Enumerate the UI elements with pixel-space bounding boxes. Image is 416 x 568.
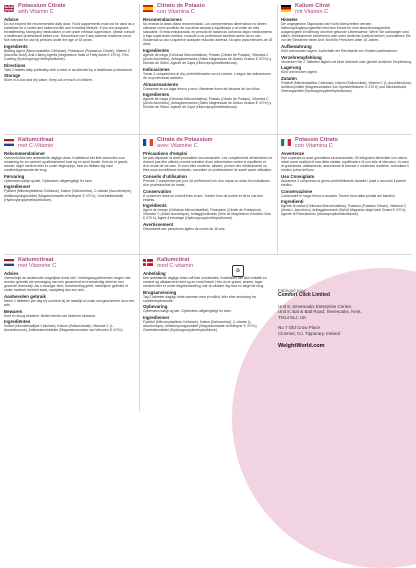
manufacturer-address-line: Unit 8, Sevenoaks Enterprise Centre, <box>278 303 353 309</box>
product-title: Kaliumcitraat met Vitamine C <box>18 257 57 269</box>
section-heading: Ingredienti <box>281 199 304 205</box>
flag-nl-icon <box>4 137 14 146</box>
flag-de-icon <box>281 3 291 12</box>
section-text: Tag 2 tabletter dagligt, helst sammen med et måltid, eller efter anvisning fra sundhedspersonale. <box>143 294 256 303</box>
section-text: Conservare in luogo fresco e asciutto. Tenere fuori dalla portata dei bambini. <box>281 193 396 198</box>
section-es <box>139 0 277 134</box>
section-text: Conservar en un lugar fresco y seco. Mantener fuera del alcance de los niños. <box>143 86 261 91</box>
section-text: Store in a cool and dry place. Keep out of reach of children. <box>4 78 94 83</box>
section-text: Déconseillé aux personnes âgées de moins de 18 ans. <box>143 227 226 232</box>
section-text: Vulstof (Microkristallijne Cellulose), Kalium (Kaliumcitraat), Vitamine C (L-Ascorbinezuur), Antiklontermiddelen (Magnesiumzouten van Vetzuren E 470 b). <box>4 324 124 333</box>
section-text: Ne pas dépasser la dose journalière recommandée. Les compléments alimentaires ne doivent pas être utilisés comme substitut d'une alimentation variée et équilibrée et d'un mode de vie sain. Si vous êtes enceinte, allaitez, prenez des médicaments ou êtes sous surveillance médicale, consultez un professionnel de santé avant utilisation. <box>143 156 273 173</box>
section-heading: Conservazione <box>281 188 313 194</box>
section-text: Verzehren Sie 2 Tabletten täglich mit einer Mahlzeit oder gemäß ärztlicher Empfehlung. <box>281 59 412 64</box>
section-header <box>281 3 412 15</box>
section-heading: Rekommendationer <box>4 151 45 156</box>
section-text: Non superare la dose giornaliera raccomandata. Gli integratori alimentari non vanno intesi come sostituti di una dieta variata, equilibrata e di uno stile di vita sano. In caso di gravidanza, allattamento, assunzione di farmaci o condizioni mediche, consultare il medico prima dell'uso. <box>281 156 409 173</box>
section-text: Do not exceed the recommended daily dose. Food supplements must not be used as a substitute for a varied and balanced diet and a healthy lifestyle. If you are pregnant, breastfeeding, taking any medications or are under medical supervision, please consult a healthcare professional before use. Discontinue use if any adverse reactions occur. Not intended for use by persons under the age of 18 years. <box>4 22 135 43</box>
section-heading: Hinweis <box>281 17 298 22</box>
section-heading: Recomendaciones <box>143 17 182 22</box>
section-heading: Conseils d'utilisation <box>143 173 187 179</box>
section-heading: Almacenamiento <box>143 81 179 87</box>
website-link[interactable]: WeightWorld.com <box>278 342 325 349</box>
section-heading: Avvertenze <box>281 151 305 156</box>
section-heading: Brugsanvisning <box>143 289 177 295</box>
product-title: Citrato de Potasio con Vitamina C <box>157 3 205 15</box>
section-text: Den anbefalede daglige dosis må ikke overskrides. Kosttilskud bør ikke erstatte en varieret og afbalanceret kost og en sund livsstil. Hvis du er gravid, ammer, tager medicin eller er under lægebehandling, bør du rådføre dig med en læge før brug. <box>143 276 267 289</box>
section-en <box>0 0 139 134</box>
section-header <box>143 3 273 15</box>
section-header <box>4 3 135 15</box>
section-heading: Avertissement <box>143 222 174 228</box>
manufacturer-name: Comfort Click Limited <box>278 292 330 298</box>
section-text: Fyldstof (Mikrokrystallinsk Cellulose), Kalium (Kaliumcitrat), C-vitamin (L-ascorbinsyre), Antiklumpningsmiddel (Magnesiumsalte af fedtsyrer E 470 b), Overtræksmiddel (Hydroxypropylmethylcellulose). <box>143 320 258 333</box>
section-text: Take 2 tablets daily preferably with a meal or as directed by a healthcare professional. <box>4 67 133 72</box>
section-heading: Ingrediënten <box>4 319 31 325</box>
flag-dk-icon <box>143 257 153 266</box>
section-text: Overskrid ikke den anbefalede daglige dosis. Kosttilskud bør ikke anvendes som erstatning for en varieret og afbalanceret kost og en sund livsstil. Hvis du er gravid, ammer, tager medicin eller er under lægeopsyn, skal du rådføre dig med sundhedspersonale før brug. <box>4 156 129 173</box>
section-heading: Verzehrempfehlung <box>281 54 322 60</box>
section-text: Kühl und trocken lagern. <box>281 70 318 75</box>
section-heading: Directions <box>4 62 26 68</box>
section-heading: Ingredients <box>4 43 28 49</box>
section-text: Tomar 2 comprimidos al día, preferiblemente con la comida, o según las indicaciones de un profesional sanitario. <box>143 71 271 80</box>
section-heading: Advice <box>4 17 19 22</box>
section-heading: Conservation <box>143 188 172 194</box>
section-nl2 <box>0 254 139 416</box>
section-text: Koel en droog bewaren. Buiten bereik van kinderen bewaren. <box>4 313 96 318</box>
section-text: Bulking Agent (Microcrystalline Cellulose), Potassium (Potassium Citrate), Vitamin C (Ascorbic Acid), Anti-Caking Agents (Magnesium Salts of Fatty Acids E 470 b), Film Coating (Hydroxypropyl Methylcellulose). <box>4 48 131 62</box>
section-text: Füllstoff (Mikrokristalline Cellulose), Kalium (Kaliumcitrat), Vitamin C (L-Ascorbinsäure), Antiklumpmittel (Magnesiumsalze von Speisefettsäuren E 470 b) und Siliciumdioxid, Überzugsmittel (Hydroxypropylmethylcellulose). <box>281 80 412 93</box>
section-text: À conserver dans un endroit frais et sec. Garder hors de portée et de la vue des enfants. <box>143 193 263 202</box>
product-title: Kalium Citrat mit Vitamin C <box>295 3 330 15</box>
flag-fr-icon <box>143 137 153 146</box>
product-title: Potassio Citrato con Vitamina C <box>295 137 338 149</box>
product-title: Kaliumcitraat met C-Vitamin <box>18 137 54 149</box>
section-text: No exceda la dosis diaria recomendada. Los complementos alimenticios no deben utilizarse como sustituto de una dieta variada y equilibrada y un estilo de vida saludable. Si está embarazada, en periodo de lactancia, tomando algún medicamento o bajo supervisión médica, consulte a un profesional sanitario antes de su uso. Suspenda su uso si aparece cualquier reacción adversa. No apto para menores de 18 años. <box>143 22 273 47</box>
recycle-icon: ♻ <box>232 265 244 277</box>
flag-nl-icon <box>4 257 14 266</box>
section-heading: Ingrédients <box>143 203 167 209</box>
section-text: Die angegebene Tagesdosis darf nicht überschritten werden. Nahrungsergänzungsmittel sind kein Ersatz für eine abwechslungsreiche, ausgewogene Ernährung und eine gesunde Lebensweise. Wenn Sie schwanger sind, stillen, Medikamente einnehmen oder unter ärztlicher Aufsicht stehen, konsultieren Sie vor der Einnahme einen Arzt. Nicht für Personen unter 18 Jahren. <box>281 22 411 43</box>
section-heading: Aufbewahrung <box>281 43 312 49</box>
section-header <box>143 257 273 269</box>
product-title: Citrate de Potassium avec Vitamine C <box>157 137 213 149</box>
flag-es-icon <box>143 3 153 12</box>
section-heading: Bewaren <box>4 308 23 314</box>
manufacturer-address-line: Unit 8, Bat & Ball Road, Sevenoaks, Kent, <box>278 309 362 315</box>
section-text: Agente di carica (Cellulosa Microcristallina), Potassio (Potassio Citrato), Vitamina C (Acido L-Ascorbico), Antiagglomeranti (Sali di Magnesio degli Acidi Grassi E 470 b), Agente di Rivestimento (Idrossipropilmetilcellulosa). <box>281 204 407 217</box>
section-header <box>4 257 135 269</box>
section-heading: Ingredienser <box>4 184 31 190</box>
section-it <box>277 134 416 254</box>
manufacturer-address-line: Clonmel, Co. Tipperary, Ireland <box>278 330 340 336</box>
section-heading: Ingredientes <box>143 92 170 98</box>
section-text: Agente de carga (Celulosa Microcristalina), Potasio (Citrato de Potasio), Vitamina C (Ácido Ascórbico), Antiaglomerantes (Sales Magnésicas de Ácidos Grasos E 470 b) y Dióxido de Silicio, Agente de Capa (Hidroxipropilmetilcelulosa). <box>143 97 272 110</box>
section-heading: Advies <box>4 271 19 276</box>
section-heading: Storage <box>4 73 21 79</box>
section-heading: Førvaring <box>4 173 25 179</box>
flag-gb-icon <box>4 3 14 12</box>
section-nl <box>0 134 139 254</box>
product-title: Potassium Citrate with Vitamin C <box>18 3 66 15</box>
section-text: Assumere 2 compresse al giorno preferibilmente durante i pasti o secondo il parere medico. <box>281 178 406 187</box>
section-fr <box>139 134 277 254</box>
section-text: Prendre 2 comprimés par jour, de préférence lors d'un repas ou selon les indications d'un professionnel de santé. <box>143 178 270 187</box>
section-heading: Lagerung <box>281 65 302 71</box>
section-heading: Indicaciones <box>143 66 170 72</box>
section-header <box>4 137 135 149</box>
section-heading: Ingredientes <box>143 48 170 54</box>
manufacturer-address-line: TN14 5LJ, UK <box>278 314 307 320</box>
section-dk <box>139 254 277 416</box>
section-text: Agente de carga (Celulosa Microcristalina), Potasio (Citrato de Potasio), Vitamina C (Ácido Ascórbico), Antiaglomerantes (Sales Magnésicas de Ácidos Grasos E 470 b) y Dióxido de Silicio, Agente de Capa (Hidroxipropilmetilcelulosa). <box>143 53 272 66</box>
section-heading: Ingredienser <box>143 315 170 321</box>
section-heading: Opbevaring <box>143 304 168 310</box>
section-header <box>143 137 273 149</box>
manufacturer-block <box>278 288 408 349</box>
section-heading: Aanbevolen gebruik <box>4 293 46 299</box>
flag-it-icon <box>281 137 291 146</box>
product-title: Kaliumcitrat med C-vitamin <box>157 257 194 269</box>
section-de <box>277 0 416 134</box>
section-text: Overschrijd de aanbevolen dagelijkse dosis niet. Voedingssupplementen mogen niet worden gebruikt als vervanging van een gevarieerd en evenwichtig dieet en een gezonde levensstijl. Als u zwanger bent, borstvoeding geeft, medicijnen gebruikt of onder medisch toezicht staat, raadpleeg dan een arts. <box>4 276 131 293</box>
section-text: Opbevares køligt og tørt. Opbevares utilgængeligt for børn. <box>143 309 232 314</box>
section-text: Opbevares køligt og tørt. Opbevares utilgængeligt for børn. <box>4 178 93 183</box>
section-text: Kühl und trocken lagern. Außerhalb der Reichweite von Kindern aufbewahren. <box>281 48 399 53</box>
section-heading: Zutaten <box>281 75 297 81</box>
section-heading: Précautions d'emploi <box>143 151 188 156</box>
section-text: Fyldstof (Mikrokrystallinsk Cellulose), Kalium (Kaliumcitrat), C-vitamin (Ascorbinsyre), Antiklumpningsmiddel (Magnesiumsalte af fedtsyrer E 470 b), Overtræksmiddel (Hydroxypropylmethylcellulose). <box>4 189 132 202</box>
manufacturer-label: Fabriqué pour <box>278 288 307 293</box>
section-text: Neem 2 tabletten per dag bij voorkeur bij de maaltijd of zoals voorgeschreven door een arts. <box>4 298 135 307</box>
manufacturer-address-line: No 7 Old Crow Place <box>278 325 321 331</box>
section-heading: Anbefaling <box>143 271 166 276</box>
section-header <box>281 137 412 149</box>
section-heading: Uso Consigliato <box>281 173 315 179</box>
section-text: Agent de charge (Cellulose Microcristalline), Potassium (Citrate de Potassium), Vitamine C (Acide Ascorbique), Antiagglomérants (Sels de Magnésium d'Acides Gras E 470 b), Agent d'enrobage (Hydroxypropylméthylcellulose). <box>143 208 271 221</box>
